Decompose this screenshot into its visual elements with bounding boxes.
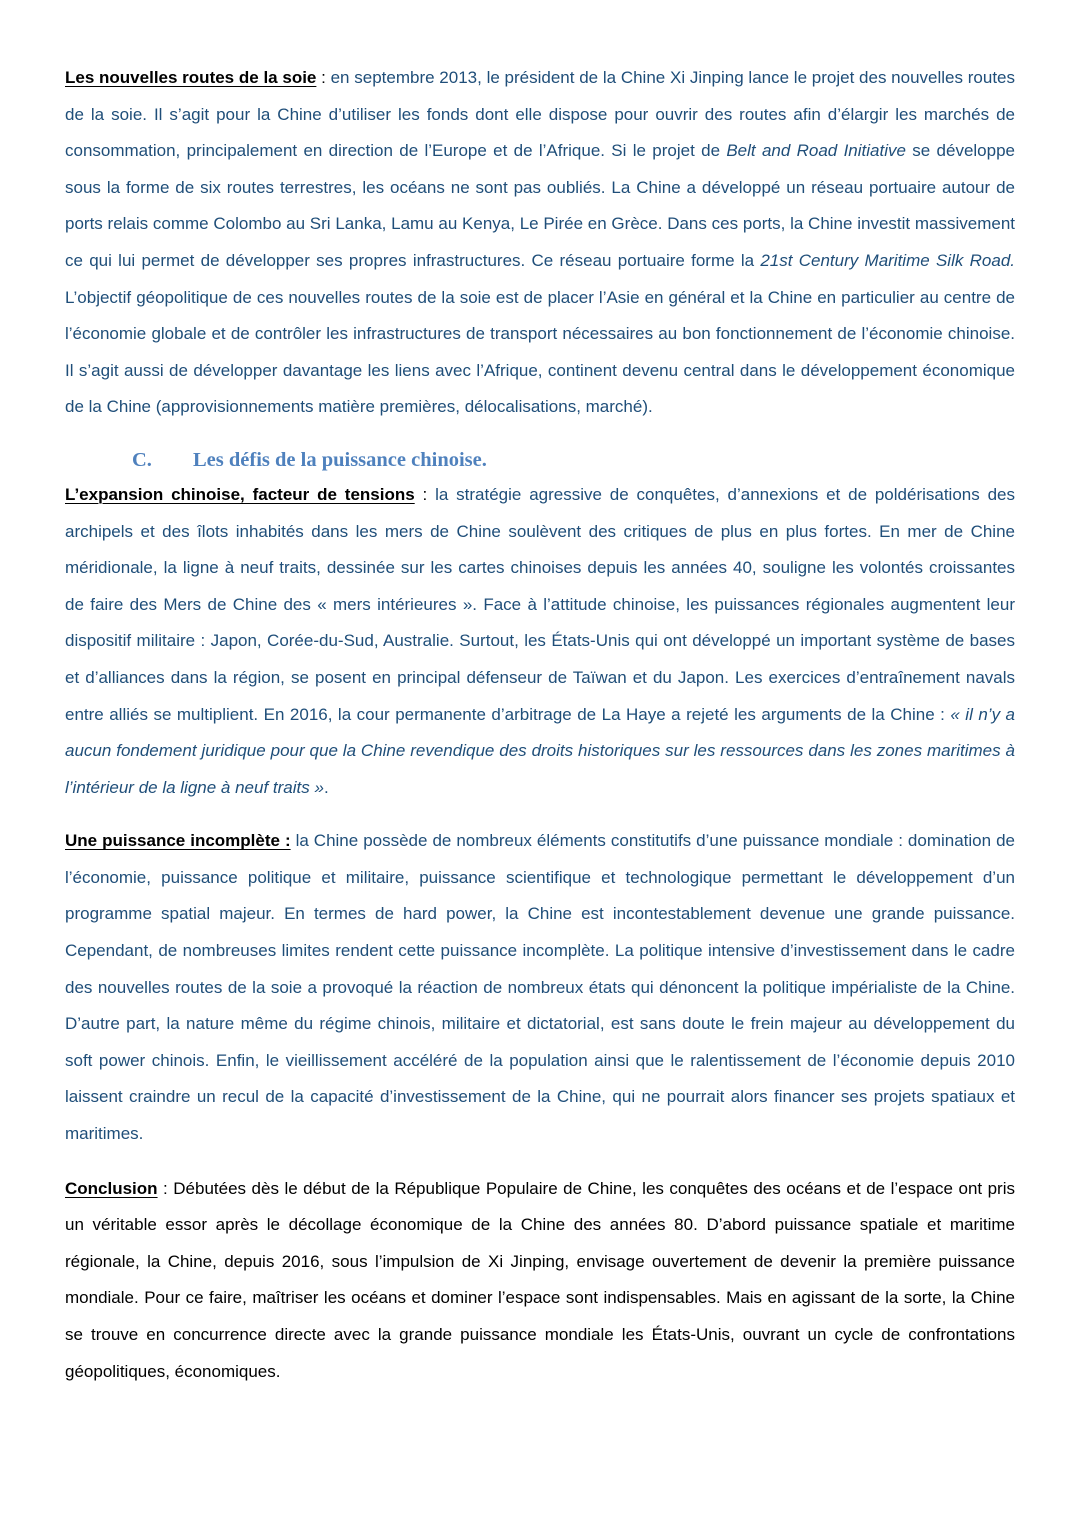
lead-separator: : bbox=[316, 68, 331, 87]
quote-text: « il n’y a aucun fondement juridique pour que la Chine revendique des droits historiques sur les ressources dans les zones maritimes à l’intérieur de la ligne à neuf traits » bbox=[65, 704, 1016, 797]
document-page bbox=[65, 60, 1015, 1390]
paragraph-puissance-incomplete bbox=[65, 823, 1015, 1152]
paragraph-expansion-chinoise bbox=[65, 477, 1015, 806]
paragraph-text: se développe sous la forme de six routes terrestres, les océans ne sont pas oubliés. La Chine a développé un réseau portuaire autour de ports relais comme Colombo au Sri Lanka, Lamu au Kenya, Le Pirée en Grèce. Dans ces ports, la Chine investit massivement ce qui lui permet de développer ses propres infrastructures. Ce réseau portuaire forme la bbox=[65, 141, 1015, 270]
italic-term: 21st Century Maritime Silk Road. bbox=[760, 250, 1015, 270]
paragraph-lead: L’expansion chinoise, facteur de tensions bbox=[65, 484, 415, 504]
paragraph-lead: Une puissance incomplète : bbox=[65, 831, 291, 851]
paragraph-text: L’objectif géopolitique de ces nouvelles routes de la soie est de placer l’Asie en général et la Chine en particulier au centre de l’économie globale et de contrôler les infrastructures de transport nécessaires au bon fonctionnement de l’économie chinoise. Il s’agit aussi de développer davantage les liens avec l’Afrique, continent devenu central dans le développement économique de la Chine (approvisionnements matière premières, délocalisations, marché). bbox=[65, 287, 1015, 417]
section-title: Les défis de la puissance chinoise. bbox=[193, 448, 487, 471]
paragraph-lead: Conclusion bbox=[65, 1178, 158, 1198]
paragraph-conclusion bbox=[65, 1171, 1015, 1391]
paragraph-text: la stratégie agressive de conquêtes, d’annexions et de poldérisations des archipels et des îlots inhabités dans les mers de Chine soulèvent des critiques de plus en plus fortes. En mer de Chine méridionale, la ligne à neuf traits, dessinée sur les cartes chinoises depuis les années 40, souligne les volontés croissantes de faire des Mers de Chine des « mers intérieures ». Face à l’attitude chinoise, les puissances régionales augmentent leur dispositif militaire : Japon, Corée-du-Sud, Australie. Surtout, les États-Unis qui ont développé un important système de bases et d’alliances dans la région, se posent en principal défenseur de Taïwan et du Japon. Les exercices d’entraînement navals entre alliés se multiplient. En 2016, la cour permanente d’arbitrage de La Haye a rejeté les arguments de la Chine : bbox=[65, 484, 1015, 724]
lead-separator: : bbox=[157, 1178, 174, 1198]
lead-separator: : bbox=[414, 484, 436, 504]
paragraph-text: la Chine possède de nombreux éléments constitutifs d’une puissance mondiale : domination de l’économie, puissance politique et militaire, puissance scientifique et technologique permettant le développement d’un programme spatial majeur. En termes de hard power, la Chine est incontestablement devenue une grande puissance. Cependant, de nombreuses limites rendent cette puissance incomplète. La politique intensive d’investissement dans le cadre des nouvelles routes de la soie a provoqué la réaction de nombreux états qui dénoncent la politique impérialiste de la Chine. D’autre part, la nature même du régime chinois, militaire et dictatorial, est sans doute le frein majeur au développement du soft power chinois. Enfin, le vieillissement accéléré de la population ainsi que le ralentissement de l’économie depuis 2010 laissent craindre un recul de la capacité d’investissement de la Chine, qui ne pourrait alors financer ses projets spatiaux et maritimes. bbox=[65, 831, 1015, 1144]
paragraph-text: . bbox=[323, 777, 329, 797]
paragraph-lead: Les nouvelles routes de la soie bbox=[65, 68, 317, 87]
paragraph-text: Débutées dès le début de la République Populaire de Chine, les conquêtes des océans et de l’espace ont pris un véritable essor après le décollage économique de la Chine des années 80. D’abord puissance spatiale et maritime régionale, la Chine, depuis 2016, sous l’impulsion de Xi Jinping, envisage ouvertement de devenir la première puissance mondiale. Pour ce faire, maîtriser les océans et dominer l’espace sont indispensables. Mais en agissant de la sorte, la Chine se trouve en concurrence directe avec la grande puissance mondiale les États-Unis, ouvrant un cycle de confrontations géopolitiques, économiques. bbox=[65, 1178, 1015, 1381]
paragraph-text: en septembre 2013, le président de la Chine Xi Jinping lance le projet des nouvelles routes de la soie. Il s’agit pour la Chine d’utiliser les fonds dont elle dispose pour ouvrir des routes afin d’élargir les marchés de consommation, principalement en direction de l’Europe et de l’Afrique. Si le projet de bbox=[65, 68, 1015, 161]
section-heading bbox=[132, 445, 1015, 475]
paragraph-routes-de-la-soie bbox=[65, 60, 1015, 426]
section-number: C. bbox=[132, 448, 152, 471]
italic-term: Belt and Road Initiative bbox=[726, 141, 906, 161]
